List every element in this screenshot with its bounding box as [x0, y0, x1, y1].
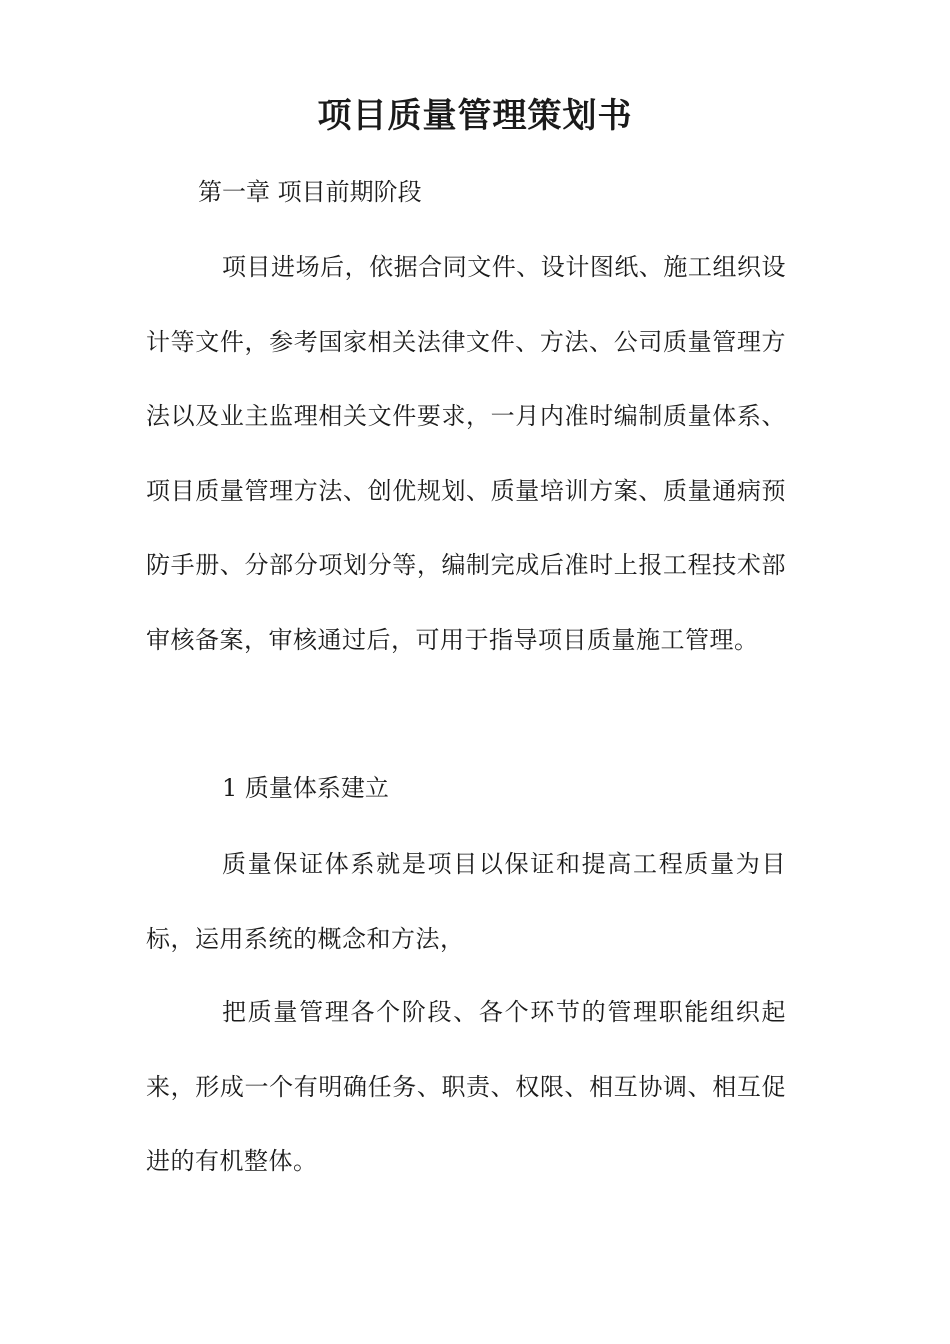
document-title: 项目质量管理策划书 — [317, 96, 633, 136]
paragraph-project-entry: 项目进场后，依据合同文件、设计图纸、施工组织设计等文件，参考国家相关法律文件、方法、公司质量管理方法以及业主监理相关文件要求，一月内准时编制质量体系、项目质量管理方法、创优规划、质量培训方案、质量通病预防手册、分部分项划分等，编制完成后准时上报工程技术部审核备案，审核通过后，可用于指导项目质量施工管理。 — [146, 253, 786, 654]
paragraph-quality-management: 把质量管理各个阶段、各个环节的管理职能组织起来，形成一个有明确任务、职责、权限、相互协调、相互促进的有机整体。 — [146, 998, 786, 1175]
section-heading: 1 质量体系建立 — [222, 774, 389, 802]
chapter-heading: 第一章 项目前期阶段 — [198, 178, 422, 206]
paragraph-quality-assurance: 质量保证体系就是项目以保证和提高工程质量为目标，运用系统的概念和方法， — [146, 850, 786, 953]
